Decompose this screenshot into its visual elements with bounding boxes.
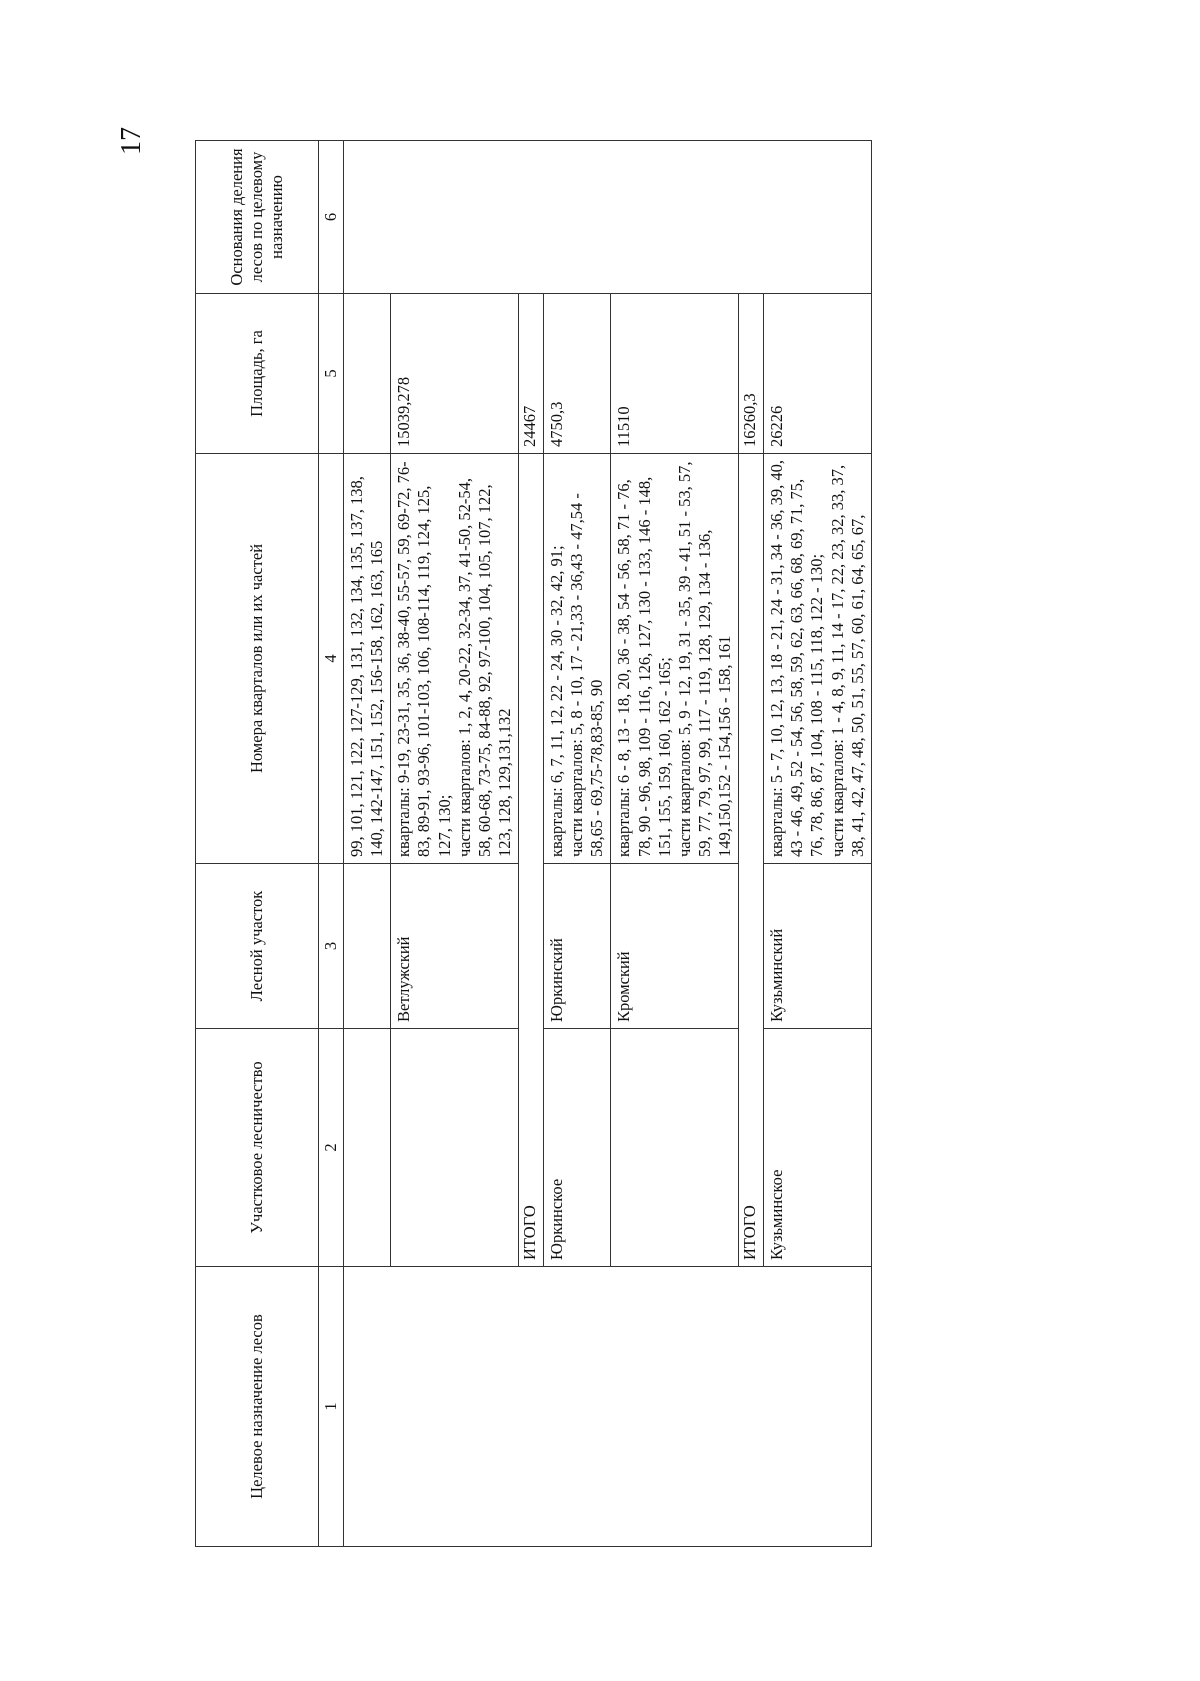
quarters-full: кварталы: 6 - 8, 13 - 18, 20, 36 - 38, 54 - 56, 58, 71 - 76, 78, 90 - 96, 98, 109 - 116, 126, 127, 130 - 133, 146 - 148, 151, 155, 159, 160, 162 - 165; [614,476,674,857]
rotated-table-container [195,141,1057,1547]
header-basis: Основания деления лесов по целевому назначению [196,141,319,294]
area-cell: 4750,3 [544,294,611,454]
forest-table [195,140,872,1547]
quarters-full: кварталы: 5 - 7, 10, 12, 13, 18 - 21, 24 - 31, 34 - 36, 39, 40, 43 - 46, 49, 52 - 54, 56, 58, 59, 62, 63, 66, 68, 69, 71, 75, 76, 78, 86, 87, 104, 108 - 115, 118, 122 - 130; [767,460,827,857]
purpose-cell [344,1267,872,1547]
col-num-4: 4 [319,454,344,864]
quarters-partial: части кварталов: 1 - 4, 8, 9, 11, 14 - 17, 22, 23, 32, 33, 37, 38, 41, 42, 47, 48, 50, 51, 55, 57, 60, 61, 64, 65, 67, [827,464,867,857]
quarters-cell [391,454,519,864]
table-row [344,141,391,1547]
header-area: Площадь, га [196,294,319,454]
area-cell: 26226 [764,294,872,454]
col-num-6: 6 [319,141,344,294]
col-num-1: 1 [319,1267,344,1547]
quarters-cell [764,454,872,864]
plot-cell [344,864,391,1029]
total-label: ИТОГО [519,454,544,1267]
col-num-2: 2 [319,1029,344,1267]
quarters-cell [611,454,739,864]
quarters-full: кварталы: 6, 7, 11, 12, 22 - 24, 30 - 32, 42, 91; [547,545,566,857]
plot-cell: Кузьминский [764,864,872,1029]
header-purpose: Целевое назначение лесов [196,1267,319,1547]
plot-cell: Ветлужский [391,864,519,1029]
column-number-row [319,141,344,1547]
basis-cell [344,141,872,294]
header-plot: Лесной участок [196,864,319,1029]
district-cell: Кузьминское [764,1029,872,1267]
header-row [196,141,319,1547]
area-cell: 15039,278 [391,294,519,454]
total-area: 16260,3 [739,294,764,454]
district-cell [344,1029,391,1267]
col-num-5: 5 [319,294,344,454]
page-number: 17 [116,127,147,155]
quarters-partial: части кварталов: 5, 8 - 10, 17 - 21,33 - 36,43 - 47,54 - 58,65 - 69,75-78,83-85, 90 [567,493,607,857]
total-area: 24467 [519,294,544,454]
area-cell [344,294,391,454]
col-num-3: 3 [319,864,344,1029]
plot-cell: Юркинский [544,864,611,1029]
area-cell: 11510 [611,294,739,454]
quarters-full: кварталы: 9-19, 23-31, 35, 36, 38-40, 55-57, 59, 69-72, 76-83, 89-91, 93-96, 101-103, 106, 108-114, 119, 124, 125, 127, 130; [394,461,454,857]
quarters-cell [544,454,611,864]
district-cell: Юркинское [544,1029,611,1267]
total-label: ИТОГО [739,454,764,1267]
quarters-partial: части кварталов: 5, 9 - 12, 19, 31 - 35, 39 - 41, 51 - 53, 57, 59, 77, 79, 97, 99, 117 - 119, 128, 129, 134 - 136, 149,150,152 - 154,156 - 158, 161 [674,461,734,857]
plot-cell: Кромский [611,864,739,1029]
header-quarters: Номера кварталов или их частей [196,454,319,864]
district-cell [391,1029,519,1267]
quarters-cell: 99, 101, 121, 122, 127-129, 131, 132, 134, 135, 137, 138, 140, 142-147, 151, 152, 156-158, 162, 163, 165 [344,454,391,864]
district-cell [611,1029,739,1267]
header-district: Участковое лесничество [196,1029,319,1267]
quarters-partial: части кварталов: 1, 2, 4, 20-22, 32-34, 37, 41-50, 52-54, 58, 60-68, 73-75, 84-88, 92, 97-100, 104, 105, 107, 122, 123, 128, 129,131,132 [454,477,514,857]
